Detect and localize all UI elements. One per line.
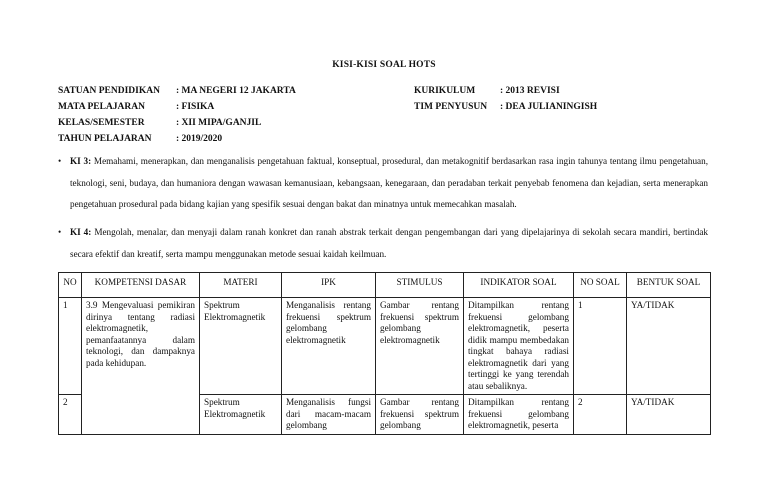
cell-bentuk: YA/TIDAK xyxy=(627,395,711,435)
ki4-text: Mengolah, menalar, dan menyaji dalam ranah konkret dan ranah abstrak terkait dengan pengembangan dari yang dipelajarinya di sekolah secara mandiri, bertindak secara efektif dan kreatif, serta mampu menggunakan metode sesuai kaidah keilmuan. xyxy=(70,227,709,259)
cell-no: 1 xyxy=(59,298,82,395)
meta-mapel-label: MATA PELAJARAN xyxy=(58,102,145,112)
bullet-icon: • xyxy=(58,156,62,166)
header-indikator-soal: INDIKATOR SOAL xyxy=(464,273,574,298)
cell-ipk: Menganalisis rentang frekuensi spektrum gelombang elektromagnetik xyxy=(282,298,376,395)
header-bentuk-soal: BENTUK SOAL xyxy=(627,273,711,298)
meta-mapel-value: : FISIKA xyxy=(176,102,215,112)
header-no-soal: NO SOAL xyxy=(574,273,627,298)
cell-stimulus: Gambar rentang frekuensi spektrum gelombang xyxy=(376,395,464,435)
header-materi: MATERI xyxy=(200,273,282,298)
meta-tim-value: : DEA JULIANINGISH xyxy=(500,102,598,112)
ki4-paragraph xyxy=(58,222,708,265)
meta-satuan-label: SATUAN PENDIDIKAN xyxy=(58,86,160,96)
cell-materi: Spektrum Elektromagnetik xyxy=(200,395,282,435)
table-row xyxy=(59,298,711,395)
cell-indikator: Ditampilkan rentang frekuensi gelombang elektromagnetik, peserta didik mampu membedakan tingkat bahaya radiasi elektromagnetik dari yang tertinggi ke yang terendah atau sebaliknya. xyxy=(464,298,574,395)
meta-tahun-value: : 2019/2020 xyxy=(176,134,223,144)
document-title: KISI-KISI SOAL HOTS xyxy=(332,60,436,70)
kisi-kisi-table xyxy=(58,272,711,435)
meta-tim-label: TIM PENYUSUN xyxy=(414,102,488,112)
meta-kelas-value: : XII MIPA/GANJIL xyxy=(176,118,262,128)
meta-kelas-label: KELAS/SEMESTER xyxy=(58,118,145,128)
cell-kompetensi-dasar: 3.9 Mengevaluasi pemikiran dirinya tentang radiasi elektromagnetik, pemanfaatannya dalam teknologi, dan dampaknya pada kehidupan. xyxy=(82,298,200,435)
meta-kurikulum-value: : 2013 REVISI xyxy=(500,86,560,96)
cell-ipk: Menganalisis fungsi dari macam-macam gelombang xyxy=(282,395,376,435)
ki4-label: KI 4: xyxy=(70,227,92,237)
meta-kurikulum-label: KURIKULUM xyxy=(414,86,476,96)
cell-bentuk: YA/TIDAK xyxy=(627,298,711,395)
meta-tahun-label: TAHUN PELAJARAN xyxy=(58,134,152,144)
table-header-row xyxy=(59,273,711,298)
cell-materi: Spektrum Elektromagnetik xyxy=(200,298,282,395)
header-stimulus: STIMULUS xyxy=(376,273,464,298)
cell-no-soal: 2 xyxy=(574,395,627,435)
cell-indikator: Ditampilkan rentang frekuensi gelombang elektromagnetik, peserta xyxy=(464,395,574,435)
ki3-label: KI 3: xyxy=(70,156,92,166)
ki3-text: Memahami, menerapkan, dan menganalisis pengetahuan faktual, konseptual, prosedural, dan metakognitif berdasarkan rasa ingin tahunya tentang ilmu pengetahuan, teknologi, seni, budaya, dan humaniora dengan wawasan kemanusiaan, kebangsaan, kenegaraan, dan peradaban terkait penyebab fenomena dan kejadian, serta menerapkan pengetahuan prosedural pada bidang kajian yang spesifik sesuai dengan bakat dan minatnya untuk memecahkan masalah. xyxy=(70,156,709,209)
cell-no: 2 xyxy=(59,395,82,435)
header-no: NO xyxy=(59,273,82,298)
bullet-icon: • xyxy=(58,227,62,237)
cell-no-soal: 1 xyxy=(574,298,627,395)
ki3-paragraph xyxy=(58,151,708,216)
cell-stimulus: Gambar rentang frekuensi spektrum gelombang elektromagnetik xyxy=(376,298,464,395)
header-kompetensi-dasar: KOMPETENSI DASAR xyxy=(82,273,200,298)
header-ipk: IPK xyxy=(282,273,376,298)
meta-satuan-value: : MA NEGERI 12 JAKARTA xyxy=(176,86,296,96)
